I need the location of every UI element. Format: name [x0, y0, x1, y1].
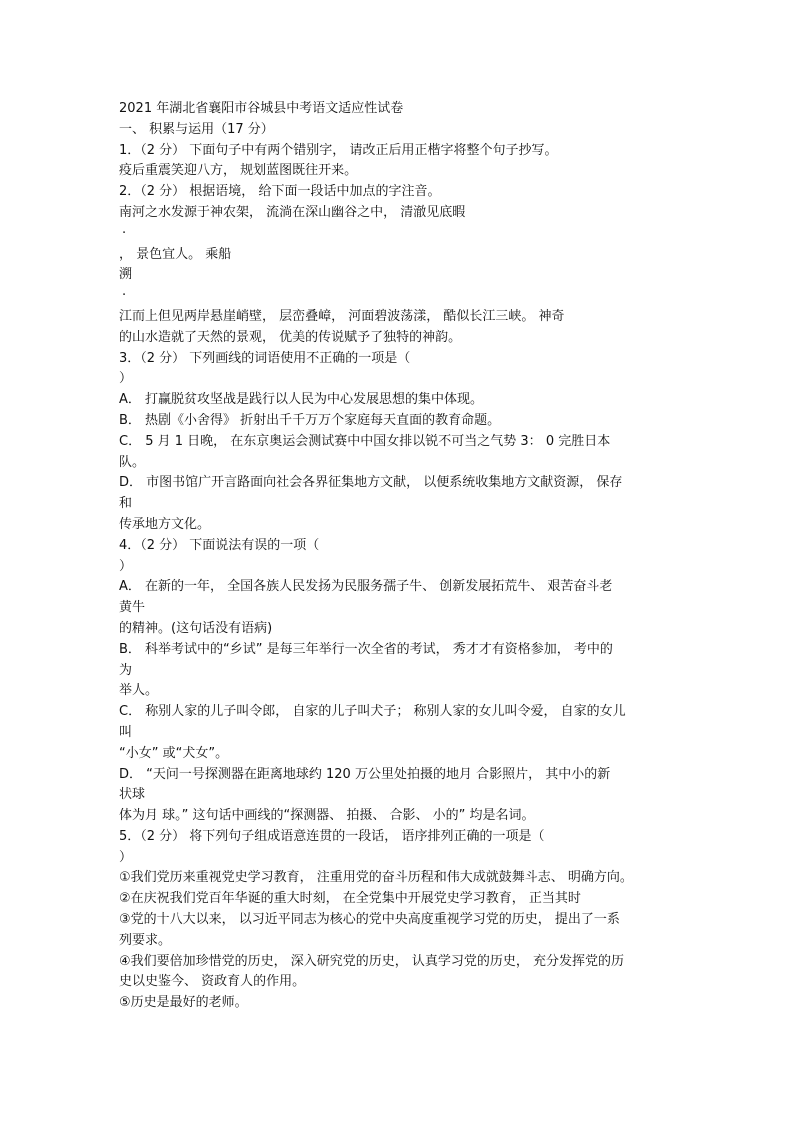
q3-option-d: D． 市图书馆广开言路面向社会各界征集地方文献， 以便系统收集地方文献资源， 保存: [119, 475, 623, 491]
q1-stem: 1．（2 分） 下面句子中有两个错别字， 请改正后用正楷字将整个句子抄写。: [119, 142, 558, 158]
q4-option-a: A． 在新的一年， 全国各族人民发扬为民服务孺子牛、 创新发展拓荒牛、 艰苦奋斗老: [119, 579, 613, 595]
q5-sentence: 史以史鉴今、 资政育人的作用。: [119, 974, 306, 990]
emphasis-dot: ·: [122, 225, 127, 241]
q3-option-c: C． 5 月 1 日晚， 在东京奥运会测试赛中中国女排以锐不可当之气势 3： 0 完胜日本: [119, 433, 611, 449]
q4-option-d: 体为月 球。” 这句话中画线的“探测器、 拍摄、 合影、 小的” 均是名词。: [119, 808, 535, 824]
q3-option-a: A． 打赢脱贫攻坚战是践行以人民为中心发展思想的集中体现。: [119, 392, 484, 408]
q5-sentence: ③党的十八大以来， 以习近平同志为核心的党中央高度重视学习党的历史， 提出了一系: [119, 912, 620, 928]
q2-stem: 2．（2 分） 根据语境， 给下面一段话中加点的字注音。: [119, 184, 441, 200]
q2-passage-line: ， 景色宜人。 乘船: [119, 246, 232, 262]
q4-option-c: C． 称别人家的儿子叫令郎， 自家的儿子叫犬子； 称别人家的女儿叫令爱， 自家的女儿: [119, 704, 626, 720]
exam-content: [119, 99, 689, 1014]
q4-stem-close: ）: [119, 558, 133, 574]
q5-stem-close: ）: [119, 849, 133, 865]
q4-option-b: 举人。: [119, 683, 159, 699]
q2-passage-line: 南河之水发源于神农架， 流淌在深山幽谷之中， 清澈见底暇: [119, 204, 466, 220]
q4-option-d: 状球: [119, 787, 146, 803]
q4-option-a: 的精神。(这句话没有语病): [119, 620, 273, 636]
q4-option-d: D． “天问一号探测器在距离地球约 120 万公里处拍摄的地月 合影照片， 其中小的新: [119, 766, 611, 782]
q4-option-b: 为: [119, 662, 133, 678]
q4-option-c: 叫: [119, 724, 133, 740]
q2-passage-line: 的山水造就了天然的景观， 优美的传说赋予了独特的神韵。: [119, 329, 462, 345]
q2-passage-line: 江而上但见两岸悬崖峭壁， 层峦叠嶂， 河面碧波荡漾， 酷似长江三峡。 神奇: [119, 308, 565, 324]
q5-stem: 5．（2 分） 将下列句子组成语意连贯的一段话， 语序排列正确的一项是（: [119, 828, 545, 844]
q5-sentence: ①我们党历来重视党史学习教育， 注重用党的奋斗历程和伟大成就鼓舞斗志、 明确方向。: [119, 870, 633, 886]
q1-sentence: 疫后重震笑迎八方， 规划蓝图既往开来。: [119, 163, 358, 179]
q3-stem-close: ）: [119, 371, 133, 387]
q4-stem: 4．（2 分） 下面说法有误的一项（: [119, 537, 320, 553]
q3-option-d: 传承地方文化。: [119, 516, 211, 532]
q5-sentence: ④我们要倍加珍惜党的历史， 深入研究党的历史， 认真学习党的历史， 充分发挥党的历: [119, 953, 625, 969]
exam-title: 2021 年湖北省襄阳市谷城县中考语文适应性试卷: [119, 101, 404, 116]
q3-option-d: 和: [119, 496, 133, 512]
q2-passage-line: 溯: [119, 267, 133, 283]
q3-option-c: 队。: [119, 454, 146, 470]
q3-stem: 3．（2 分） 下列画线的词语使用不正确的一项是（: [119, 350, 411, 366]
q4-option-b: B． 科举考试中的“乡试” 是每三年举行一次全省的考试， 秀才才有资格参加， 考中的: [119, 641, 613, 657]
q5-sentence: ⑤历史是最好的老师。: [119, 995, 248, 1011]
q4-option-c: “小女” 或“犬女”。: [119, 745, 229, 761]
q4-option-a: 黄牛: [119, 600, 146, 616]
q3-option-b: B． 热剧《小舍得》 折射出千千万万个家庭每天直面的教育命题。: [119, 412, 501, 428]
q5-sentence: 列要求。: [119, 932, 172, 948]
q5-sentence: ②在庆祝我们党百年华诞的重大时刻， 在全党集中开展党史学习教育， 正当其时: [119, 891, 581, 907]
emphasis-dot: ·: [122, 288, 127, 304]
section-heading: 一、 积累与运用（17 分）: [119, 121, 274, 137]
